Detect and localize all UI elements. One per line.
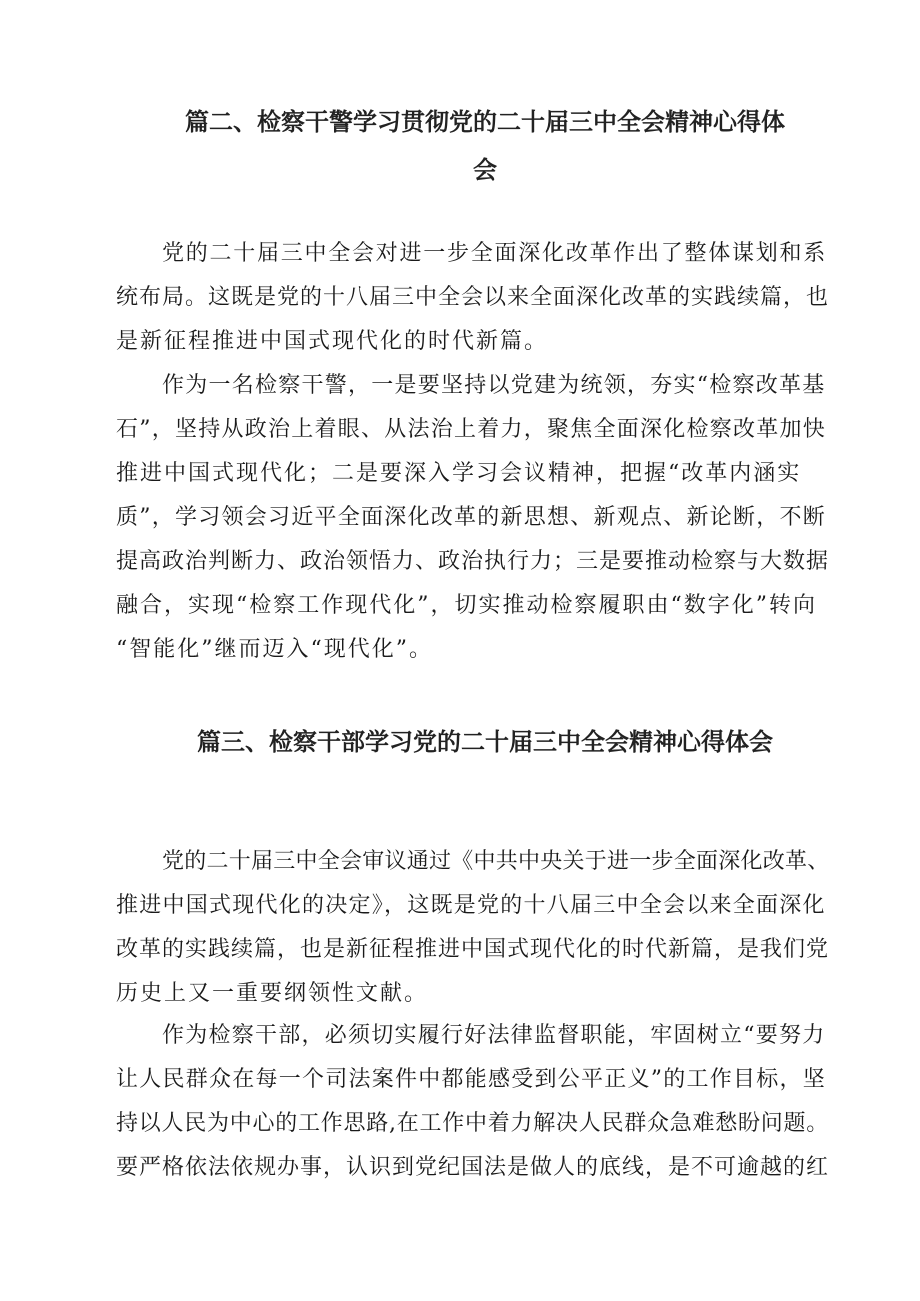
text-line: 党的二十届三中全会审议通过《中共中央关于进一步全面深化改革、: [162, 849, 830, 874]
section-3-paragraph-2: [116, 1014, 832, 1190]
text-line: 作为检察干部，必须切实履行好法律监督职能，牢固树立“要努力: [162, 1023, 826, 1048]
section-3-paragraph-1: [116, 840, 832, 1016]
text-line: 石”，坚持从政治上着眼、从法治上着力，聚焦全面深化检察改革加快: [116, 417, 826, 442]
text-line: 持以人民为中心的工作思路,在工作中着力解决人民群众急难愁盼问题。: [116, 1111, 829, 1136]
section-2-paragraph-1: [116, 232, 832, 364]
text-line: 是新征程推进中国式现代化的时代新篇。: [116, 329, 549, 354]
text-line: 推进中国式现代化；二是要深入学习会议精神，把握“改革内涵实: [116, 461, 802, 486]
text-line: 让人民群众在每一个司法案件中都能感受到公平正义”的工作目标，坚: [116, 1067, 826, 1092]
text-line: 推进中国式现代化的决定》，这既是党的十八届三中全会以来全面深化: [116, 893, 826, 918]
section-2-paragraph-2: [116, 364, 832, 672]
text-line: 党的二十届三中全会对进一步全面深化改革作出了整体谋划和系: [162, 241, 828, 266]
text-line: 质”，学习领会习近平全面深化改革的新思想、新观点、新论断，不断: [116, 505, 826, 530]
text-line: 统布局。这既是党的十八届三中全会以来全面深化改革的实践续篇，也: [116, 285, 830, 310]
text-line: 要严格依法依规办事，认识到党纪国法是做人的底线，是不可逾越的红: [116, 1155, 830, 1180]
section-2-title: [140, 98, 830, 194]
text-line: 作为一名检察干警，一是要坚持以党建为统领，夯实“检察改革基: [162, 373, 826, 398]
text-line: 历史上又一重要纲领性文献。: [116, 981, 429, 1006]
text-line: “智能化”继而迈入“现代化”。: [116, 637, 433, 662]
text-line: 提高政治判断力、政治领悟力、政治执行力；三是要推动检察与大数据: [116, 549, 830, 574]
section-2-title-line-2: 会: [473, 156, 497, 184]
text-line: 改革的实践续篇，也是新征程推进中国式现代化的时代新篇，是我们党: [116, 937, 830, 962]
text-line: 融合，实现“检察工作现代化”，切实推动检察履职由“数字化”转向: [116, 593, 817, 618]
section-2-title-line-1: 篇二、检察干警学习贯彻党的二十届三中全会精神心得体: [185, 108, 785, 136]
section-3-title: 篇三、检察干部学习党的二十届三中全会精神心得体会: [197, 728, 773, 756]
